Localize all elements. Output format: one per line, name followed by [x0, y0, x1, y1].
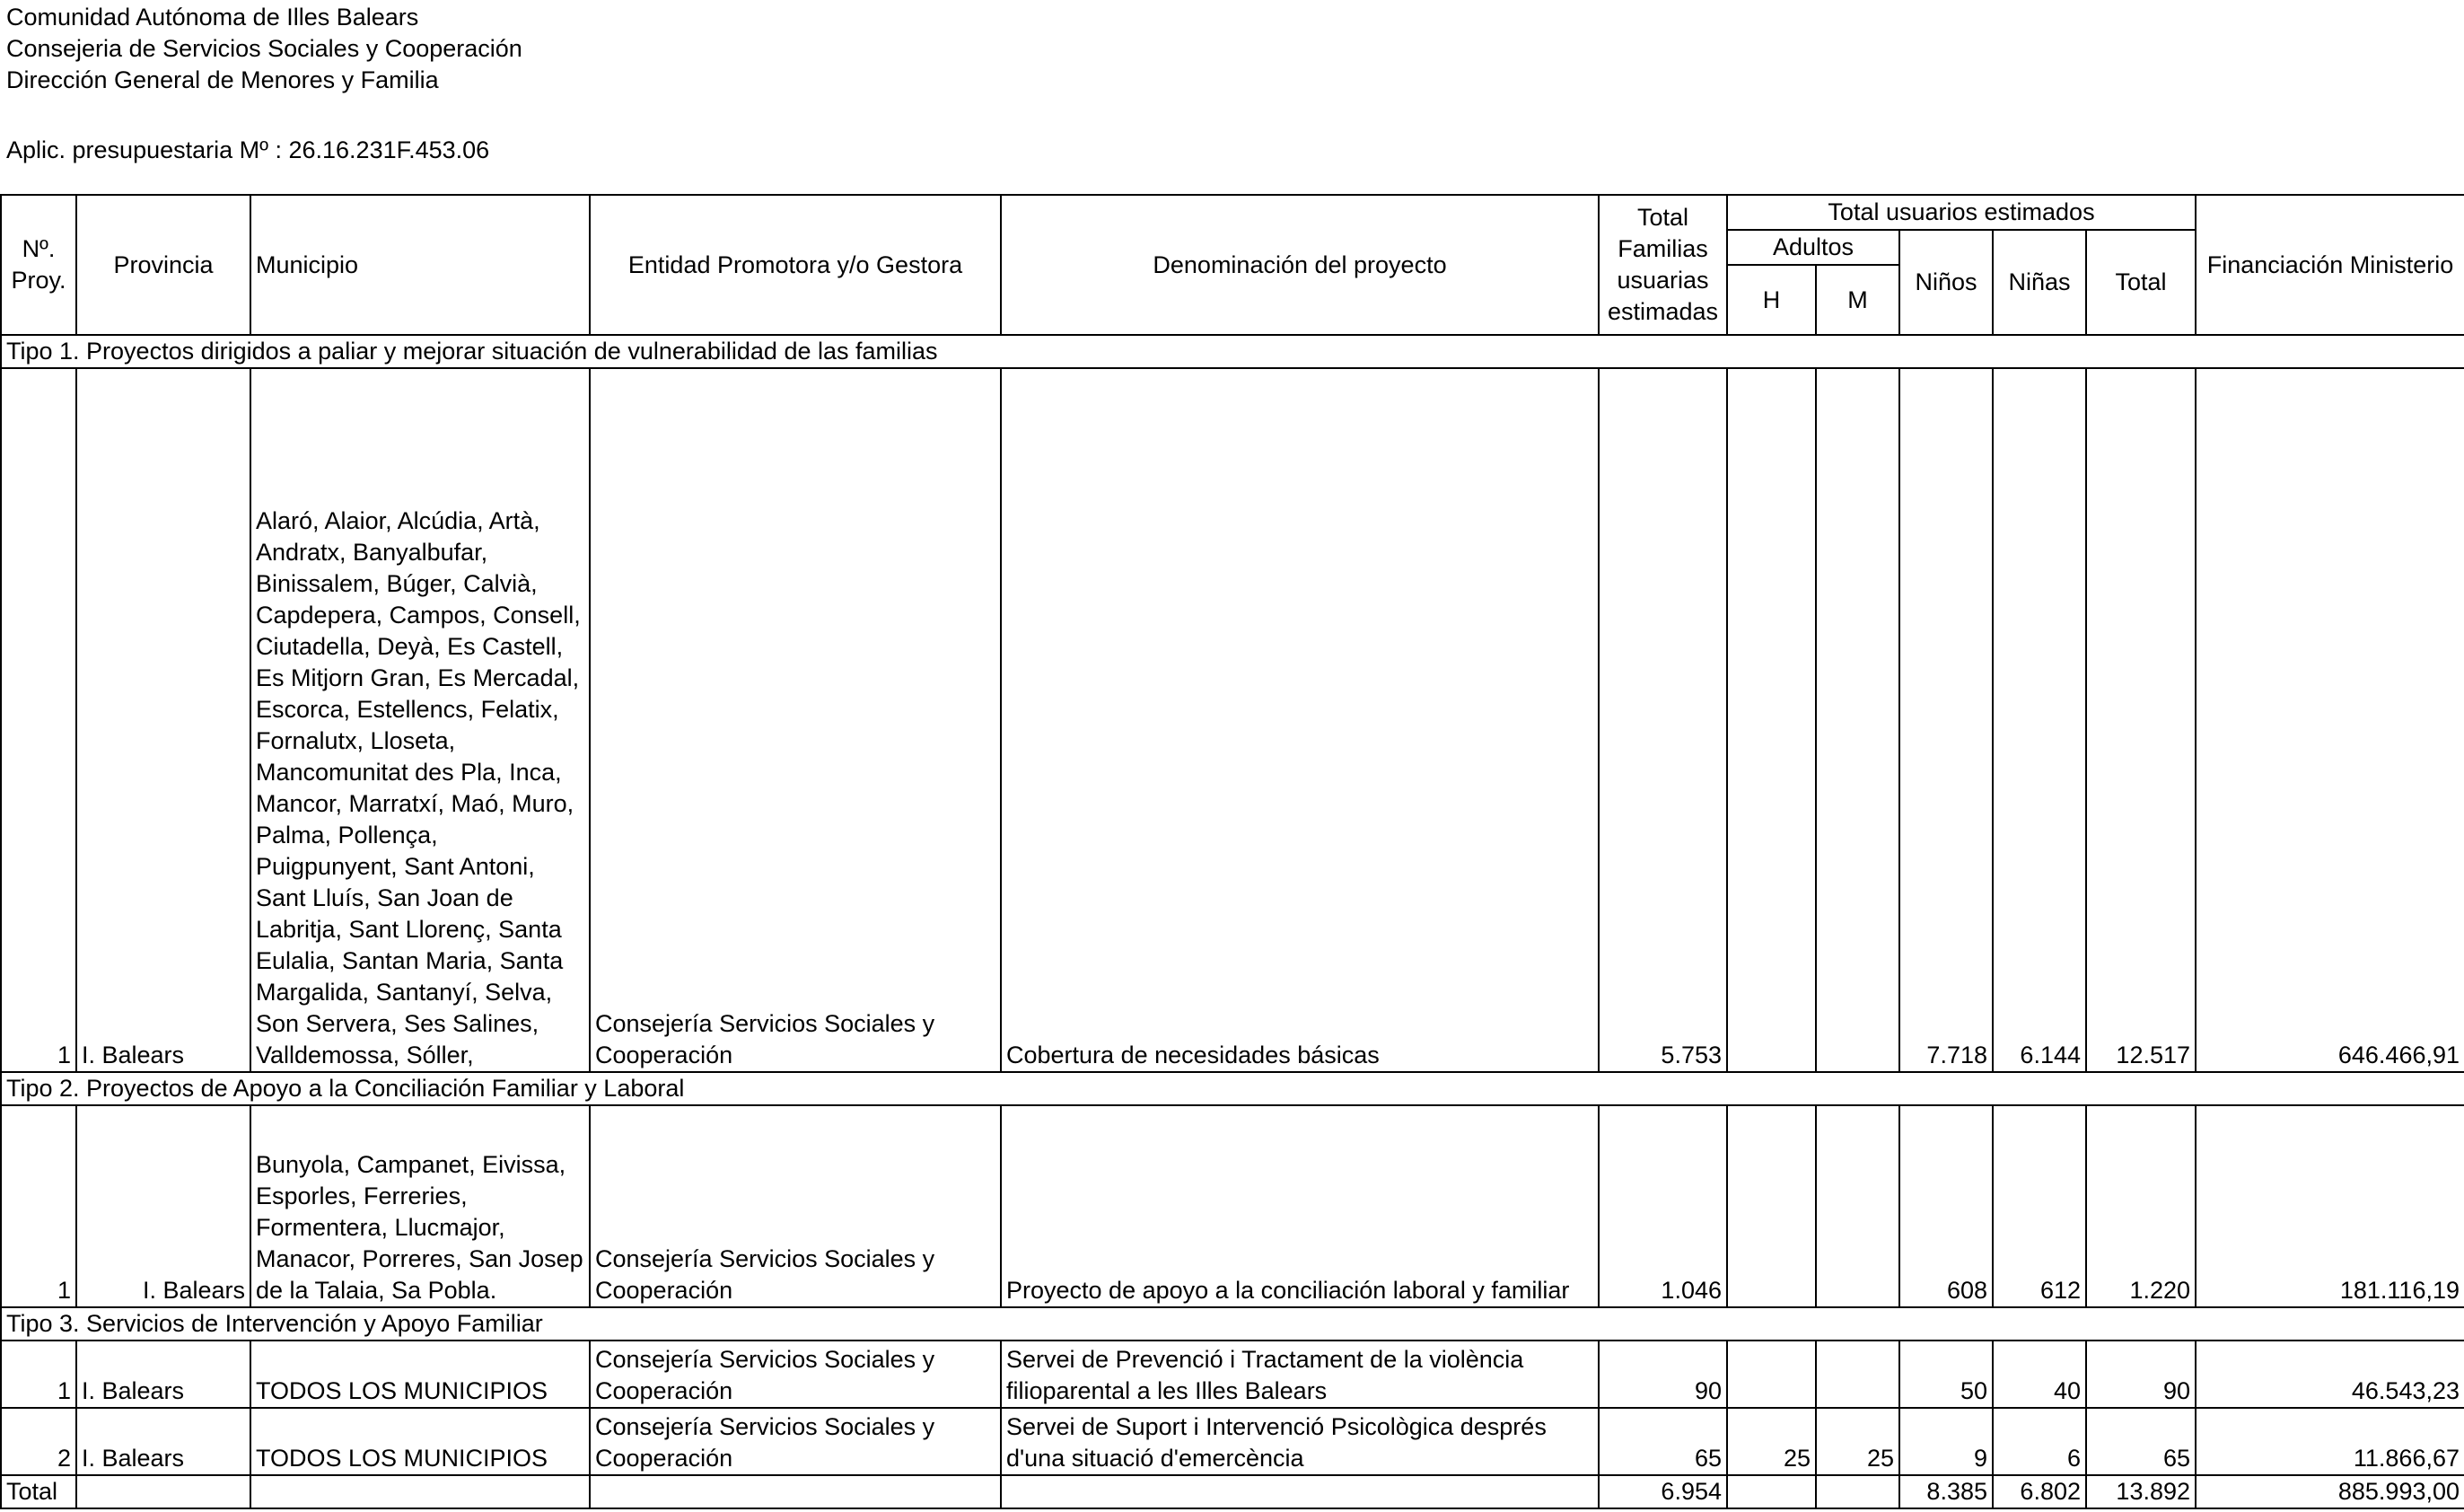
header-line-department: Consejeria de Servicios Sociales y Cooperación — [6, 35, 522, 62]
header-line-community: Comunidad Autónoma de Illes Balears — [6, 4, 419, 31]
header-municipio: Municipio — [250, 195, 590, 335]
header-ninos: Niños — [1899, 230, 1993, 335]
row-num: 1 — [1, 1341, 76, 1408]
row-provincia: I. Balears — [76, 1341, 250, 1408]
row-num: 2 — [1, 1408, 76, 1475]
row-provincia: I. Balears — [76, 1408, 250, 1475]
header-h: H — [1727, 265, 1816, 335]
row-num: 1 — [1, 1105, 76, 1307]
row-financiacion: 11.866,67 — [2196, 1408, 2464, 1475]
row-familias: 1.046 — [1599, 1105, 1727, 1307]
row-denominacion: Cobertura de necesidades básicas — [1001, 368, 1599, 1072]
row-financiacion: 46.543,23 — [2196, 1341, 2464, 1408]
row-h — [1727, 1105, 1816, 1307]
header-denominacion: Denominación del proyecto — [1001, 195, 1599, 335]
row-ninos: 9 — [1899, 1408, 1993, 1475]
row-entidad: Consejería Servicios Sociales y Cooperación — [590, 368, 1001, 1072]
row-total: 65 — [2086, 1408, 2196, 1475]
row-ninos: 7.718 — [1899, 368, 1993, 1072]
header-usuarios: Total usuarios estimados — [1727, 195, 2196, 230]
row-municipio: Bunyola, Campanet, Eivissa, Esporles, Ferreries, Formentera, Llucmajor, Manacor, Porreres, San Josep de la Talaia, Sa Pobla. — [250, 1105, 590, 1307]
projects-table — [0, 194, 2464, 1509]
totals-familias: 6.954 — [1599, 1475, 1727, 1508]
row-ninas: 6.144 — [1993, 368, 2086, 1072]
section-title: Tipo 3. Servicios de Intervención y Apoyo Familiar — [1, 1307, 2464, 1341]
row-total: 12.517 — [2086, 368, 2196, 1072]
totals-empty — [1001, 1475, 1599, 1508]
row-total: 90 — [2086, 1341, 2196, 1408]
header-total: Total — [2086, 230, 2196, 335]
row-entidad: Consejería Servicios Sociales y Cooperación — [590, 1408, 1001, 1475]
totals-empty — [1727, 1475, 1816, 1508]
row-ninas: 6 — [1993, 1408, 2086, 1475]
header-financiacion: Financiación Ministerio — [2196, 195, 2464, 335]
header-num: Nº. Proy. — [1, 195, 76, 335]
row-denominacion: Proyecto de apoyo a la conciliación laboral y familiar — [1001, 1105, 1599, 1307]
row-num: 1 — [1, 368, 76, 1072]
row-entidad: Consejería Servicios Sociales y Cooperación — [590, 1105, 1001, 1307]
header-line-budget: Aplic. presupuestaria Mº : 26.16.231F.453.06 — [6, 136, 490, 163]
row-h — [1727, 1341, 1816, 1408]
header-provincia: Provincia — [76, 195, 250, 335]
totals-financiacion: 885.993,00 — [2196, 1475, 2464, 1508]
totals-ninos: 8.385 — [1899, 1475, 1993, 1508]
totals-ninas: 6.802 — [1993, 1475, 2086, 1508]
row-denominacion: Servei de Suport i Intervenció Psicològica després d'una situació d'emercència — [1001, 1408, 1599, 1475]
row-ninas: 40 — [1993, 1341, 2086, 1408]
totals-label: Total — [1, 1475, 76, 1508]
header-entidad: Entidad Promotora y/o Gestora — [590, 195, 1001, 335]
row-financiacion: 646.466,91 — [2196, 368, 2464, 1072]
row-h: 25 — [1727, 1408, 1816, 1475]
row-total: 1.220 — [2086, 1105, 2196, 1307]
totals-empty — [590, 1475, 1001, 1508]
row-ninos: 50 — [1899, 1341, 1993, 1408]
row-municipio: TODOS LOS MUNICIPIOS — [250, 1341, 590, 1408]
row-m — [1816, 1341, 1899, 1408]
section-title: Tipo 1. Proyectos dirigidos a paliar y mejorar situación de vulnerabilidad de las familias — [1, 335, 2464, 368]
header-line-directorate: Dirección General de Menores y Familia — [6, 66, 439, 93]
totals-empty — [250, 1475, 590, 1508]
row-ninas: 612 — [1993, 1105, 2086, 1307]
row-municipio: Alaró, Alaior, Alcúdia, Artà, Andratx, Banyalbufar, Binissalem, Búger, Calvià, Capdepera, Campos, Consell, Ciutadella, Deyà, Es Castell, Es Mitjorn Gran, Es Mercadal, Escorca, Estellencs, Felatix, Fornalutx, Lloseta, Mancomunitat des Pla, Inca, Mancor, Marratxí, Maó, Muro, Palma, Pollença, Puigpunyent, Sant Antoni, Sant Lluís, San Joan de Labritja, Sant Llorenç, Santa Eulalia, Santan Maria, Santa Margalida, Santanyí, Selva, Son Servera, Ses Salines, Valldemossa, Sóller, — [250, 368, 590, 1072]
row-familias: 5.753 — [1599, 368, 1727, 1072]
row-h — [1727, 368, 1816, 1072]
row-familias: 90 — [1599, 1341, 1727, 1408]
totals-total: 13.892 — [2086, 1475, 2196, 1508]
row-m — [1816, 1105, 1899, 1307]
row-municipio: TODOS LOS MUNICIPIOS — [250, 1408, 590, 1475]
row-denominacion: Servei de Prevenció i Tractament de la violència filioparental a les Illes Balears — [1001, 1341, 1599, 1408]
row-provincia: I. Balears — [76, 368, 250, 1072]
header-ninas: Niñas — [1993, 230, 2086, 335]
header-adultos: Adultos — [1727, 230, 1899, 265]
header-familias: Total Familias usuarias estimadas — [1599, 195, 1727, 335]
row-ninos: 608 — [1899, 1105, 1993, 1307]
row-provincia: I. Balears — [76, 1105, 250, 1307]
row-familias: 65 — [1599, 1408, 1727, 1475]
row-m — [1816, 368, 1899, 1072]
totals-empty — [76, 1475, 250, 1508]
section-title: Tipo 2. Proyectos de Apoyo a la Conciliación Familiar y Laboral — [1, 1072, 2464, 1105]
row-m: 25 — [1816, 1408, 1899, 1475]
header-m: M — [1816, 265, 1899, 335]
row-financiacion: 181.116,19 — [2196, 1105, 2464, 1307]
row-entidad: Consejería Servicios Sociales y Cooperación — [590, 1341, 1001, 1408]
totals-empty — [1816, 1475, 1899, 1508]
